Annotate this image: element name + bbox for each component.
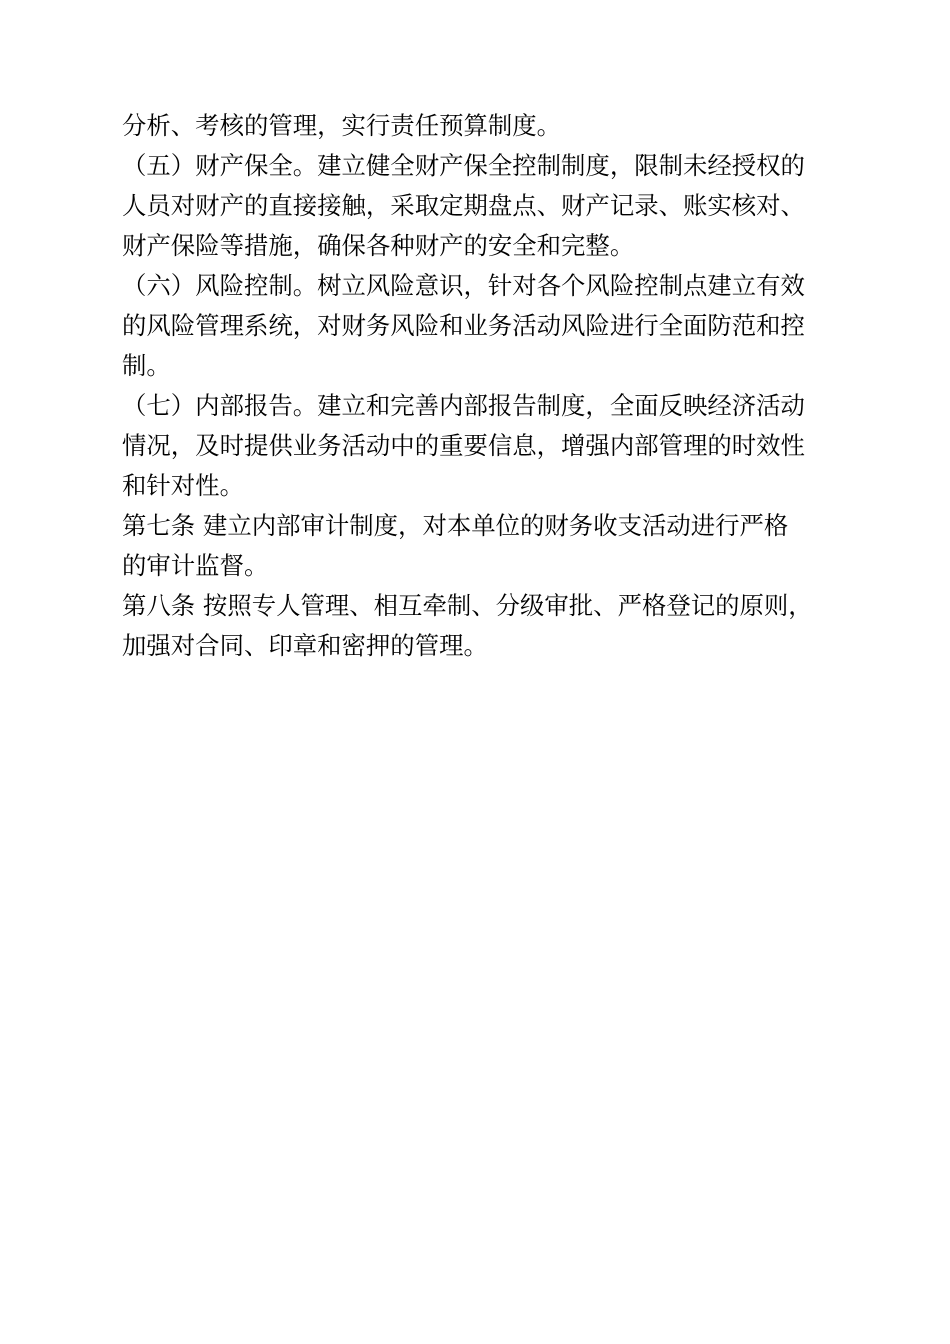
text-line: 财产保险等措施，确保各种财产的安全和完整。 [122,231,635,260]
text-line: 和针对性。 [122,471,244,500]
text-line: 情况，及时提供业务活动中的重要信息，增强内部管理的时效性 [122,431,805,460]
text-line: 分析、考核的管理，实行责任预算制度。 [122,111,562,140]
article-seven [122,506,834,586]
text-line: （五）财产保全。建立健全财产保全控制制度，限制未经授权的 [122,151,805,180]
text-line: 的风险管理系统，对财务风险和业务活动风险进行全面防范和控 [122,311,805,340]
paragraph-internal-report [122,386,834,506]
text-line: 人员对财产的直接接触，采取定期盘点、财产记录、账实核对、 [122,191,805,220]
paragraph-property-protection [122,146,834,266]
text-line: 第八条 按照专人管理、相互牵制、分级审批、严格登记的原则， [122,591,813,620]
text-line: 的审计监督。 [122,551,269,580]
paragraph-budget-tail [122,106,834,146]
text-line: 第七条 建立内部审计制度，对本单位的财务收支活动进行严格 [122,511,789,540]
text-line: （七）内部报告。建立和完善内部报告制度，全面反映经济活动 [122,391,805,420]
text-line: 加强对合同、印章和密押的管理。 [122,631,488,660]
text-line: 制。 [122,351,171,380]
text-line: （六）风险控制。树立风险意识，针对各个风险控制点建立有效 [122,271,805,300]
article-eight [122,586,834,666]
paragraph-risk-control [122,266,834,386]
document-body [122,106,834,666]
